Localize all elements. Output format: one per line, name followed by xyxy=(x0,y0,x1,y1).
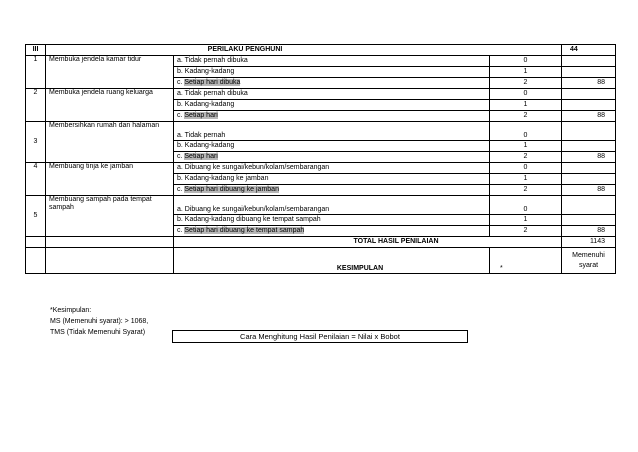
item-label: Membuang tinja ke jamban xyxy=(46,163,174,196)
option-score: 0 xyxy=(490,163,562,174)
option-label: Kadang-kadang xyxy=(184,142,235,149)
option-value xyxy=(562,67,616,78)
option-prefix: c. xyxy=(177,79,185,86)
assessment-table xyxy=(25,44,616,274)
option-label: Setiap hari dibuang ke jamban xyxy=(184,186,279,193)
option-score: 1 xyxy=(490,67,562,78)
conclusion-spacer-b xyxy=(46,248,174,274)
option-text xyxy=(174,78,490,89)
table-row xyxy=(26,56,616,67)
option-text xyxy=(174,111,490,122)
option-label: Kadang-kadang xyxy=(184,68,235,75)
conclusion-mark: * xyxy=(490,248,562,274)
option-label: Setiap hari dibuka xyxy=(184,79,241,86)
conclusion-row xyxy=(26,248,616,274)
option-score: 0 xyxy=(490,122,562,141)
option-text xyxy=(174,141,490,152)
option-value: 88 xyxy=(562,78,616,89)
option-value xyxy=(562,141,616,152)
section-number: III xyxy=(26,45,46,56)
option-prefix: b. xyxy=(177,101,185,108)
option-label: Setiap hari dibuang ke tempat sampah xyxy=(184,227,305,234)
option-prefix: c. xyxy=(177,112,185,119)
option-text xyxy=(174,152,490,163)
total-value: 1143 xyxy=(562,237,616,248)
total-label: TOTAL HASIL PENILAIAN xyxy=(174,237,562,248)
item-label: Membuang sampah pada tempat sampah xyxy=(46,196,174,237)
item-label: Membuka jendela kamar tidur xyxy=(46,56,174,89)
table-row xyxy=(26,89,616,100)
formula-box: Cara Menghitung Hasil Penilaian = Nilai x Bobot xyxy=(172,330,468,343)
option-score: 0 xyxy=(490,56,562,67)
option-score: 0 xyxy=(490,89,562,100)
total-spacer-a xyxy=(26,237,46,248)
option-label: Setiap hari xyxy=(184,112,218,119)
option-value xyxy=(562,100,616,111)
option-text: a. Dibuang ke sungai/kebun/kolam/sembarangan xyxy=(174,163,490,174)
option-value: 88 xyxy=(562,152,616,163)
option-score: 2 xyxy=(490,78,562,89)
option-text xyxy=(174,174,490,185)
option-value xyxy=(562,89,616,100)
option-text xyxy=(174,67,490,78)
option-score: 2 xyxy=(490,226,562,237)
option-value xyxy=(562,122,616,141)
option-prefix: c. xyxy=(177,186,185,193)
conclusion-label: KESIMPULAN xyxy=(174,248,490,274)
option-score: 2 xyxy=(490,185,562,196)
option-value: 88 xyxy=(562,226,616,237)
notes-tms: TMS (Tidak Memenuhi Syarat) xyxy=(50,329,146,336)
option-value: 88 xyxy=(562,111,616,122)
option-value: 88 xyxy=(562,185,616,196)
option-text: a. Tidak pernah xyxy=(174,122,490,141)
table-row xyxy=(26,122,616,141)
option-prefix: b. xyxy=(177,142,185,149)
option-score: 1 xyxy=(490,215,562,226)
option-text xyxy=(174,226,490,237)
item-number: 3 xyxy=(26,122,46,163)
option-prefix: b. xyxy=(177,68,185,75)
item-label: Membersihkan rumah dan halaman xyxy=(46,122,174,163)
option-score: 1 xyxy=(490,100,562,111)
total-row xyxy=(26,237,616,248)
conclusion-value: Memenuhi syarat xyxy=(562,248,616,274)
option-score: 1 xyxy=(490,141,562,152)
option-label: Kadang-kadang ke jamban xyxy=(184,175,269,182)
table-row xyxy=(26,163,616,174)
item-label: Membuka jendela ruang keluarga xyxy=(46,89,174,122)
item-number: 4 xyxy=(26,163,46,196)
table-row xyxy=(26,196,616,215)
section-total: 44 xyxy=(562,45,616,56)
option-text: a. Dibuang ke sungai/kebun/kolam/sembarangan xyxy=(174,196,490,215)
header-row xyxy=(26,45,616,56)
notes-heading: *Kesimpulan: xyxy=(50,307,92,314)
notes-ms: MS (Memenuhi syarat): > 1068, xyxy=(50,318,149,325)
option-value xyxy=(562,196,616,215)
option-prefix: b. xyxy=(177,175,185,182)
option-score: 2 xyxy=(490,152,562,163)
option-text xyxy=(174,215,490,226)
option-value xyxy=(562,163,616,174)
option-text xyxy=(174,100,490,111)
option-text xyxy=(174,185,490,196)
option-value xyxy=(562,174,616,185)
option-score: 1 xyxy=(490,174,562,185)
option-score: 2 xyxy=(490,111,562,122)
option-value xyxy=(562,56,616,67)
option-prefix: b. xyxy=(177,216,185,223)
item-number: 1 xyxy=(26,56,46,89)
item-number: 2 xyxy=(26,89,46,122)
option-label: Kadang-kadang xyxy=(184,101,235,108)
conclusion-notes xyxy=(50,305,148,338)
option-prefix: c. xyxy=(177,227,185,234)
item-number: 5 xyxy=(26,196,46,237)
option-value xyxy=(562,215,616,226)
option-text: a. Tidak pernah dibuka xyxy=(174,56,490,67)
conclusion-spacer-a xyxy=(26,248,46,274)
section-title: PERILAKU PENGHUNI xyxy=(46,45,562,56)
option-label: Kadang-kadang dibuang ke tempat sampah xyxy=(184,216,321,223)
option-label: Setiap hari xyxy=(184,153,218,160)
option-prefix: c. xyxy=(177,153,185,160)
total-spacer-b xyxy=(46,237,174,248)
option-score: 0 xyxy=(490,196,562,215)
option-text: a. Tidak pernah dibuka xyxy=(174,89,490,100)
